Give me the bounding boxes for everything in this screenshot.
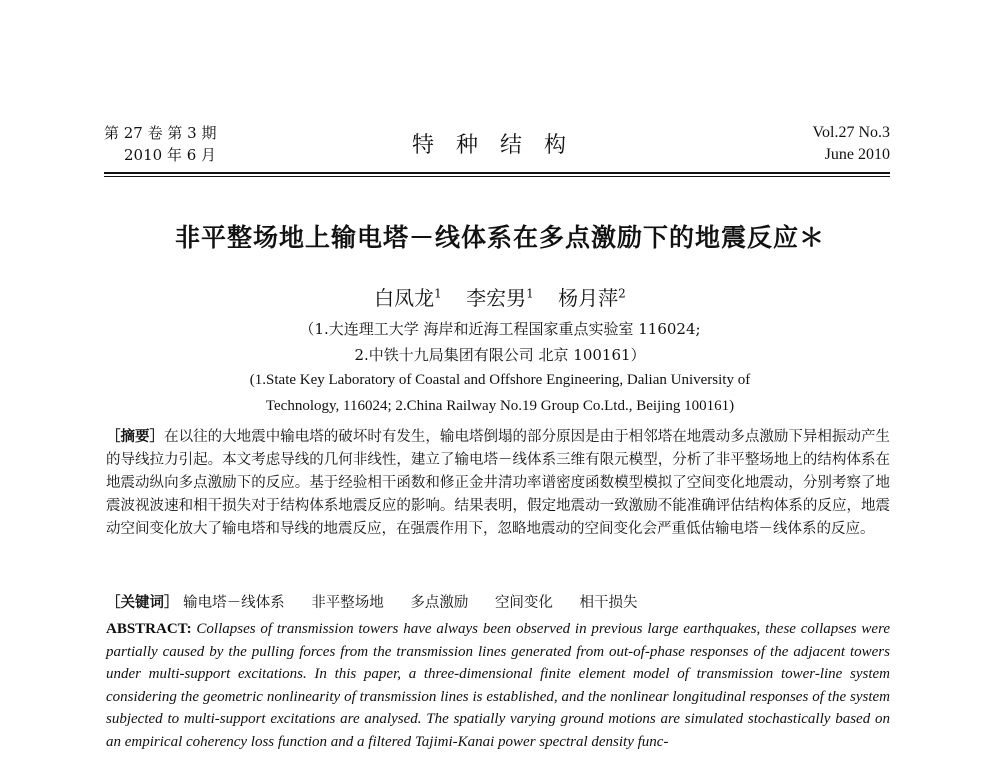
header-rule-thin xyxy=(104,176,890,177)
keywords xyxy=(106,591,890,612)
paper-title: 非平整场地上输电塔－线体系在多点激励下的地震反应＊ xyxy=(174,223,825,252)
abstract-cn-text: 在以往的大地震中输电塔的破坏时有发生，输电塔倒塌的部分原因是由于相邻塔在地震动多点激励下异相振动产生的导线拉力引起。本文考虑导线的几何非线性，建立了输电塔－线体系三维有限元模型，分析了非平整场地上的结构体系在地震动纵向多点激励下的反应。基于经验相干函数和修正金井清功率谱密度函数模型模拟了空间变化地震动，分别考察了地震波视波速和相干损失对于结构体系地震反应的影响。结果表明，假定地震动一致激励不能准确评估结构体系的反应，地震动空间变化放大了输电塔和导线的地震反应，在强震作用下，忽略地震动的空间变化会严重低估输电塔－线体系的反应。 xyxy=(106,429,890,537)
affiliation-en-2: Technology, 116024; 2.China Railway No.19 Group Co.Ltd., Beijing 100161) xyxy=(265,398,735,414)
date-en: June 2010 xyxy=(824,146,890,163)
affiliation-cn-1: （1.大连理工大学 海岸和近海工程国家重点实验室 116024; xyxy=(299,320,701,338)
keyword-item: 相干损失 xyxy=(579,595,638,611)
keyword-item: 多点激励 xyxy=(410,595,469,611)
abstract-en-label: ABSTRACT: xyxy=(106,621,192,637)
abstract-cn-label: ［摘要］ xyxy=(106,429,165,445)
author: 李宏男$^1$ xyxy=(466,286,534,310)
journal-name: 特种结构 xyxy=(411,133,588,158)
keyword-item: 非平整场地 xyxy=(311,595,384,611)
header-issue-en xyxy=(813,122,891,166)
keyword-item: 输电塔－线体系 xyxy=(183,595,285,611)
keywords-label: ［关键词］ xyxy=(106,595,179,611)
affiliation-cn-2: 2.中铁十九局集团有限公司 北京 100161） xyxy=(354,346,646,364)
author: 杨月萍$^2$ xyxy=(558,286,626,310)
keyword-item: 空间变化 xyxy=(494,595,553,611)
abstract-en xyxy=(106,618,890,753)
affiliation-en-1: (1.State Key Laboratory of Coastal and Offshore Engineering, Dalian University of xyxy=(249,372,751,388)
date-cn: 2010 年 6 月 xyxy=(124,146,217,164)
author-list xyxy=(0,282,1000,311)
header-rule-thick xyxy=(104,172,890,174)
volume-cn: 第 27 卷 第 3 期 xyxy=(104,124,217,142)
abstract-en-text: Collapses of transmission towers have always been observed in previous large earthquakes, these collapses were partially caused by the pulling forces from the transmission lines generated from out-of-phase responses of the adjacent towers under multi-support excitations. In this paper, a three-dimensional finite element model of transmission tower-line system considering the geometric nonlinearity of transmission lines is established, and the nonlinear longitudinal responses of the system subjected to multi-support excitations are analysed. The spatially varying ground motions are simulated stochastically based on an empirical coherency loss function and a filtered Tajimi-Kanai power spectral density func- xyxy=(106,621,891,750)
author: 白凤龙$^1$ xyxy=(374,286,442,310)
abstract-cn xyxy=(106,426,890,541)
volume-en: Vol.27 No.3 xyxy=(812,124,890,141)
